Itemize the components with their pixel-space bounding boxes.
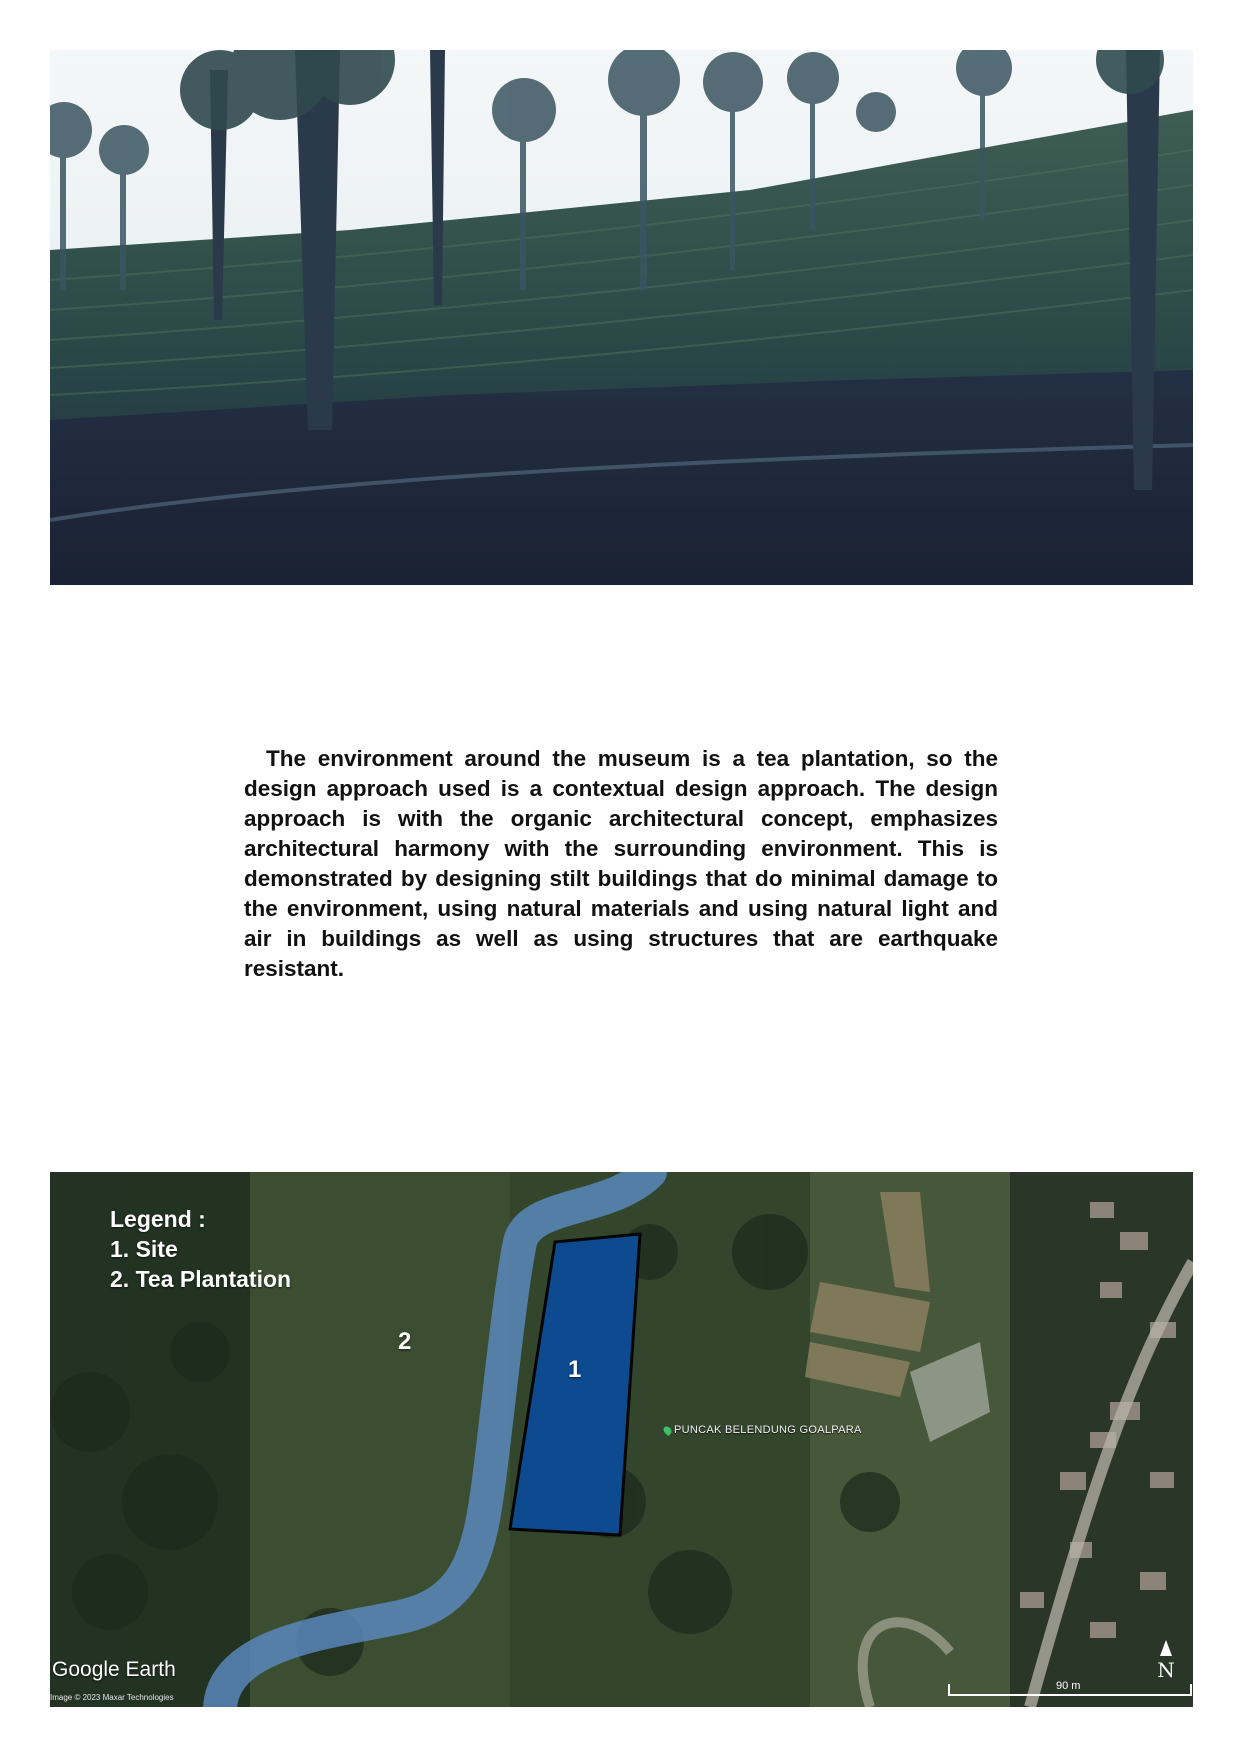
map-legend — [110, 1204, 291, 1294]
tea-plantation-photo — [50, 50, 1193, 585]
description-paragraph: The environment around the museum is a tea plantation, so the design approach used is a contextual design approach. The design approach is with the organic architectural concept, emphasizes architectural harmony with the surrounding environment. This is demonstrated by designing stilt buildings that do minimal damage to the environment, using natural materials and using natural light and air in buildings as well as using structures that are earthquake resistant. — [244, 746, 998, 981]
scale-label: 90 m — [1056, 1680, 1081, 1692]
map-pin-icon — [662, 1424, 673, 1435]
imagery-credit: Image © 2023 Maxar Technologies — [50, 1693, 174, 1702]
site-label: 1 — [568, 1356, 582, 1383]
north-indicator — [1152, 1640, 1180, 1682]
legend-title: Legend : — [110, 1206, 206, 1232]
scale-bar — [948, 1680, 1192, 1696]
google-earth-logo: Google Earth — [52, 1658, 176, 1681]
north-arrow-icon — [1160, 1640, 1172, 1656]
photo-drawing — [50, 50, 1193, 585]
poi-label: PUNCAK BELENDUNG GOALPARA — [674, 1424, 862, 1436]
site-map — [50, 1172, 1193, 1707]
poi-marker — [664, 1424, 862, 1436]
legend-item-tea-plantation: 2. Tea Plantation — [110, 1266, 292, 1292]
plantation-label: 2 — [398, 1328, 412, 1355]
north-label: N — [1157, 1658, 1175, 1682]
legend-item-site: 1. Site — [110, 1236, 178, 1262]
